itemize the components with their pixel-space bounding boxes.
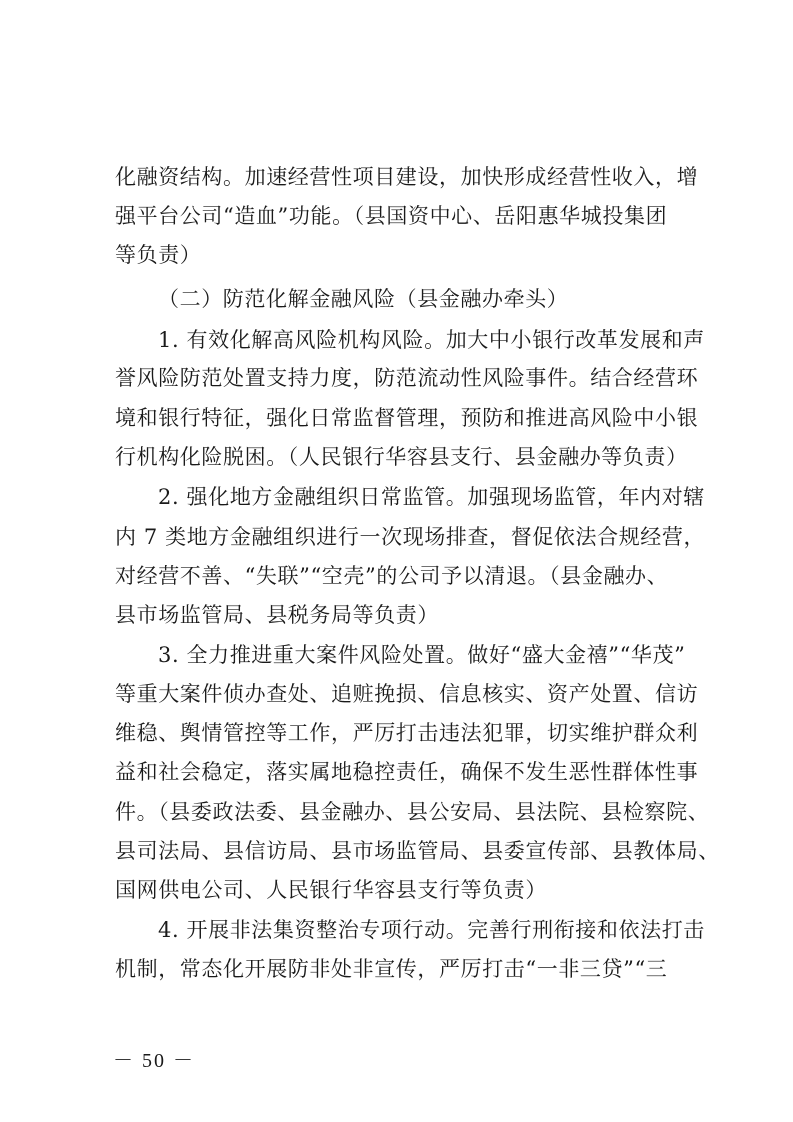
section-heading: （二）防范化解金融风险（县金融办牵头） [158, 287, 569, 311]
body-line: 等重大案件侦办查处、追赃挽损、信息核实、资产处置、信访 [115, 682, 699, 706]
body-line: 1. 有效化解高风险机构风险。加大中小银行改革发展和声 [158, 328, 705, 352]
body-line: 对经营不善、“失联”“空壳”的公司予以清退。（县金融办、 [115, 564, 669, 588]
body-line: 维稳、舆情管控等工作，严厉打击违法犯罪，切实维护群众利 [115, 721, 699, 745]
body-line: 内 7 类地方金融组织进行一次现场排查，督促依法合规经营， [115, 525, 706, 549]
body-line: 强平台公司“造血”功能。（县国资中心、岳阳惠华城投集团 [115, 204, 668, 228]
body-line: 国网供电公司、人民银行华容县支行等负责） [115, 878, 547, 902]
body-line: 境和银行特征，强化日常监督管理，预防和推进高风险中小银 [115, 406, 699, 430]
body-line: 4. 开展非法集资整治专项行动。完善行刑衔接和依法打击 [158, 918, 705, 942]
page-number: － 50 － [113, 1050, 195, 1072]
body-line: 3. 全力推进重大案件风险处置。做好“盛大金禧”“华茂” [158, 643, 686, 667]
body-line: 县司法局、县信访局、县市场监管局、县委宣传部、县教体局、 [115, 839, 720, 863]
body-line: 县市场监管局、县税务局等负责） [115, 603, 439, 627]
body-line: 化融资结构。加速经营性项目建设，加快形成经营性收入，增 [115, 165, 699, 189]
body-line: 件。（县委政法委、县金融办、县公安局、县法院、县检察院、 [115, 800, 710, 824]
body-line: 益和社会稳定，落实属地稳控责任，确保不发生恶性群体性事 [115, 760, 699, 784]
body-line: 等负责） [115, 243, 202, 267]
body-line: 行机构化险脱困。（人民银行华容县支行、县金融办等负责） [115, 445, 688, 469]
body-line: 2. 强化地方金融组织日常监管。加强现场监管，年内对辖 [158, 485, 705, 509]
body-line: 誉风险防范处置支持力度，防范流动性风险事件。结合经营环 [115, 366, 699, 390]
body-line: 机制，常态化开展防非处非宣传，严厉打击“一非三贷”“三 [115, 957, 668, 981]
